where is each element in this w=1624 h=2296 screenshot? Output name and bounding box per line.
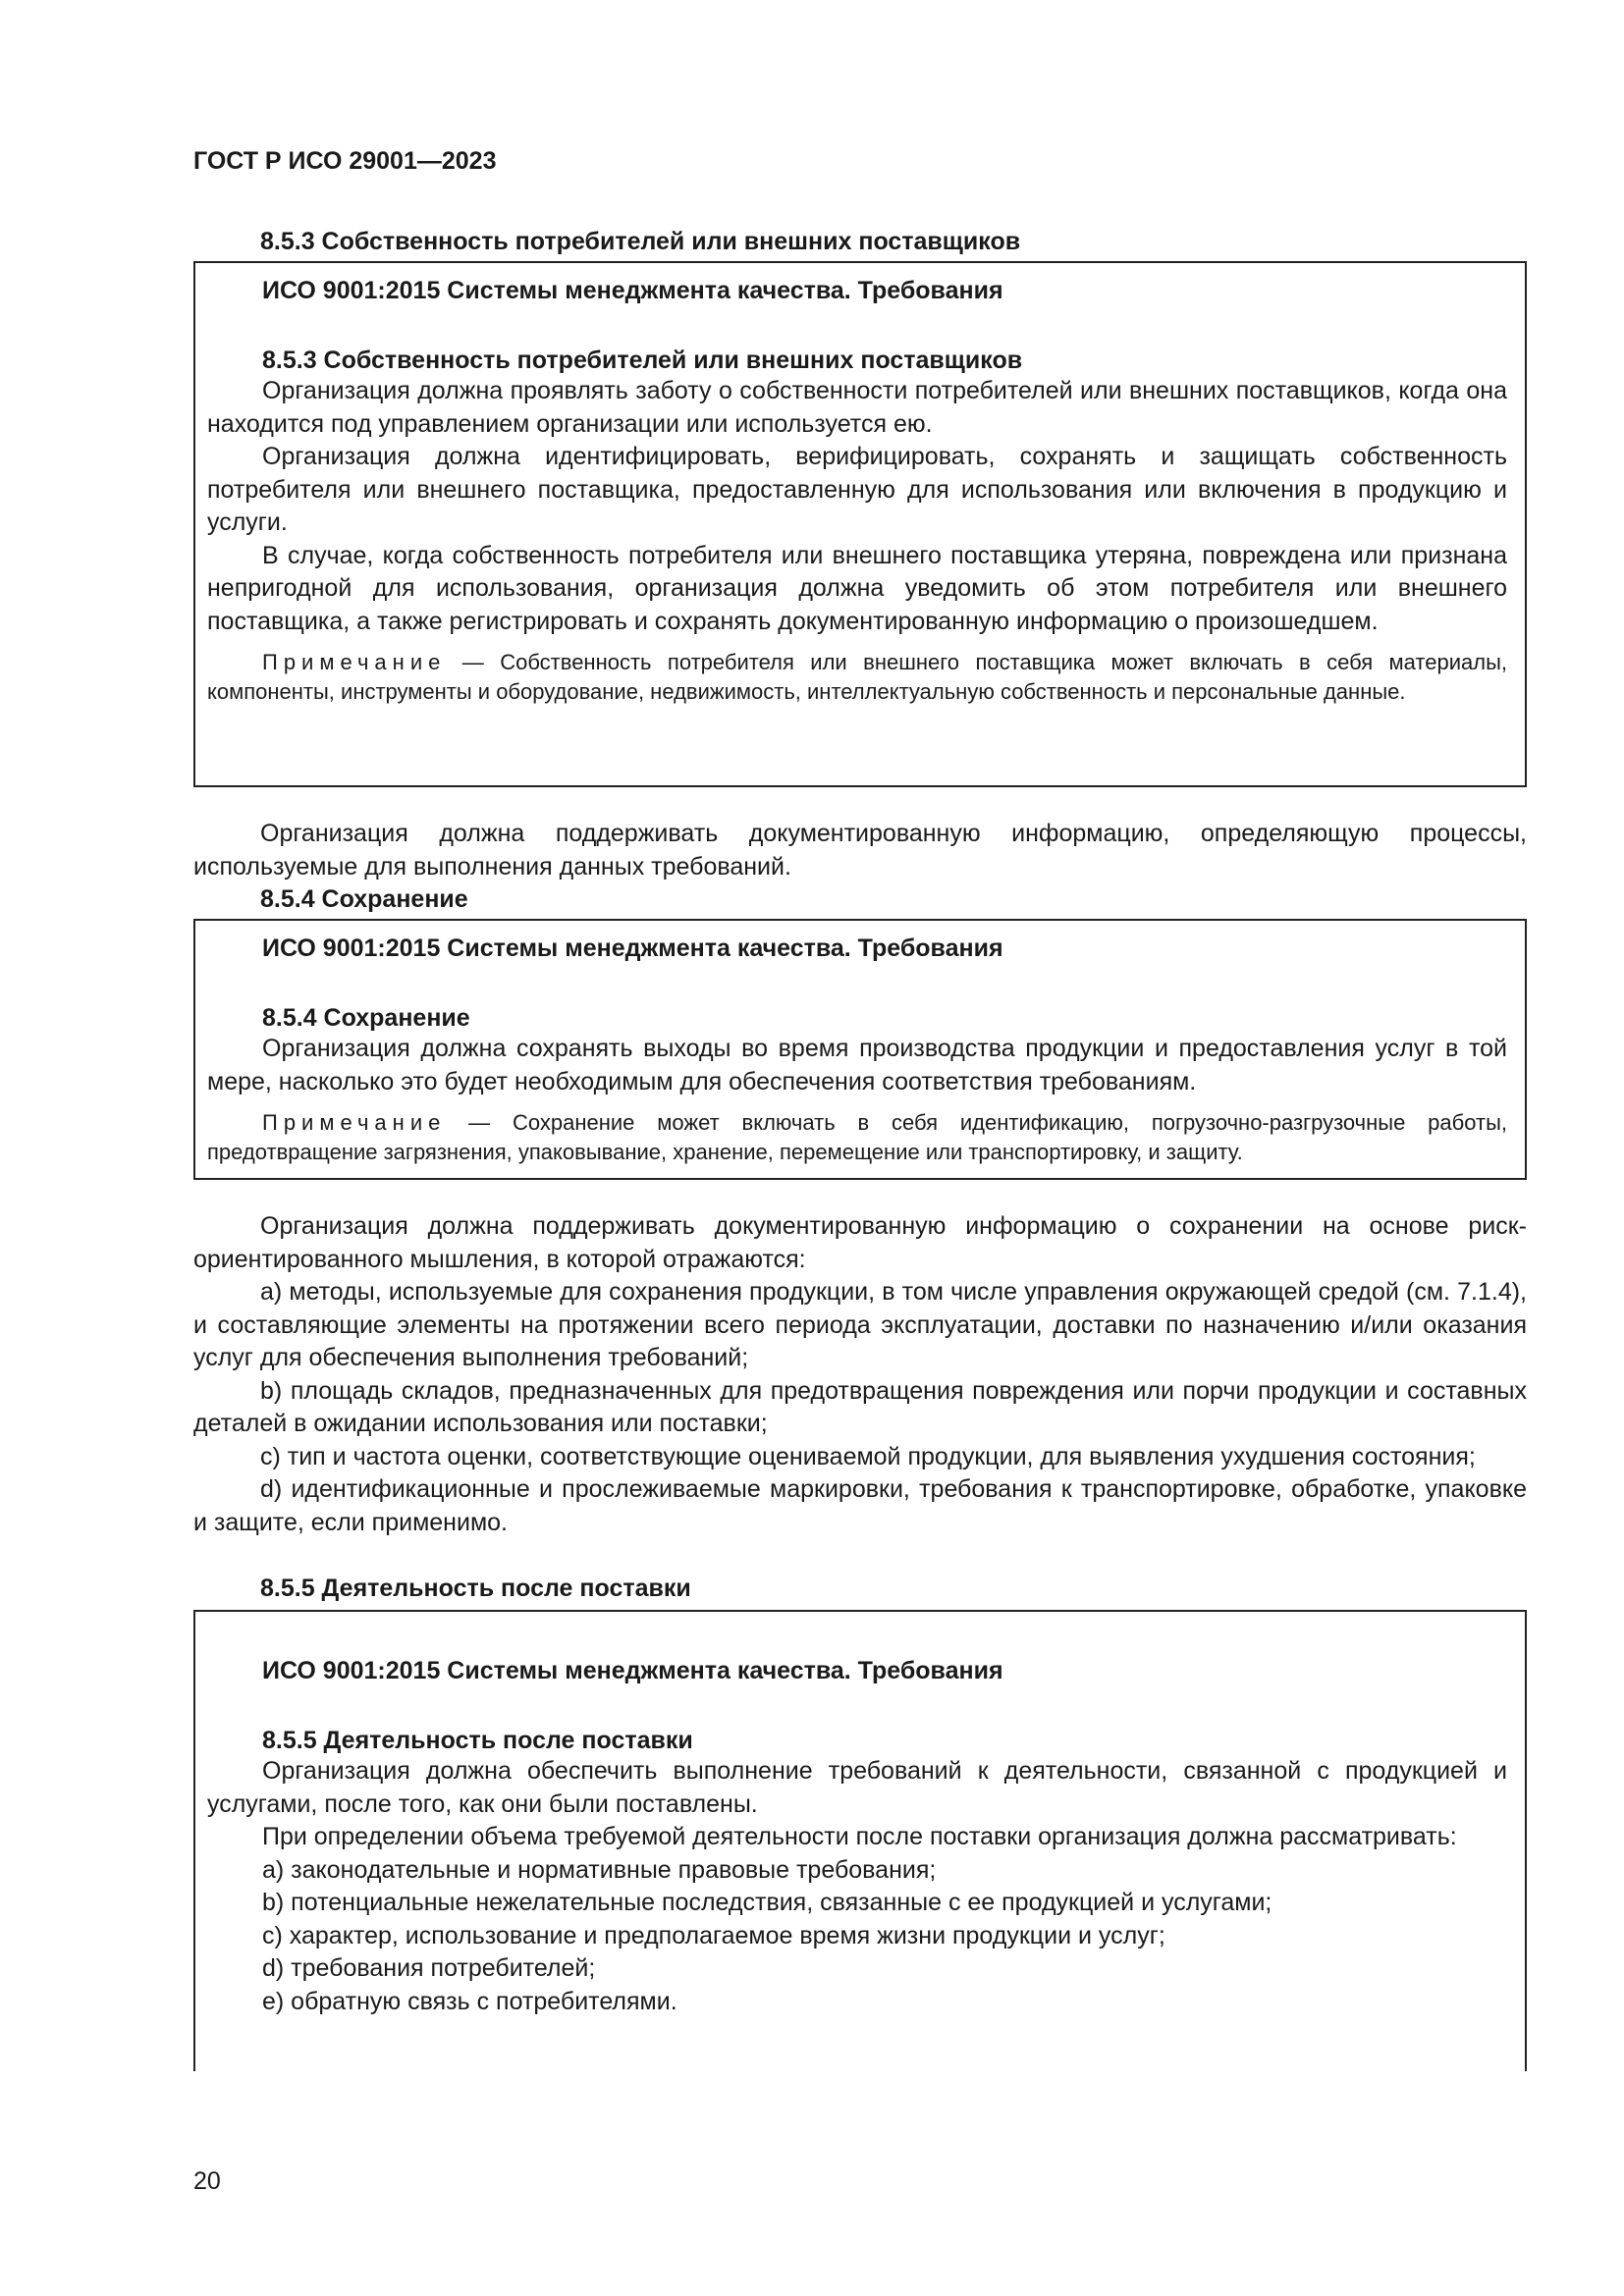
paragraph: Организация должна проявлять заботу о собственности потребителей или внешних поставщиков, когда она находится под управлением организации или используется ею. bbox=[207, 377, 1507, 438]
paragraph: В случае, когда собственность потребителя или внешнего поставщика утеряна, повреждена или признана непригодной для использования, организация должна уведомить об этом потребителя или внешнего поставщика, а также регистрировать и сохранять документированную информацию о произошедшем. bbox=[207, 541, 1507, 635]
iso-box-853 bbox=[193, 261, 1527, 787]
note-label: Примечание bbox=[262, 1110, 447, 1135]
paragraph: Организация должна идентифицировать, верифицировать, сохранять и защищать собственность потребителя или внешнего поставщика, предоставленную для использования или включения в продукцию и услуги. bbox=[207, 443, 1507, 536]
note bbox=[207, 648, 1507, 707]
box-title: ИСО 9001:2015 Системы менеджмента качества. Требования bbox=[262, 277, 1003, 304]
section-heading-853: 8.5.3 Собственность потребителей или внешних поставщиков bbox=[260, 228, 1021, 255]
list-item: b) потенциальные нежелательные последствия, связанные с ее продукцией и услугами; bbox=[262, 1889, 1272, 1916]
paragraph: Организация должна сохранять выходы во время производства продукции и предоставления услуг в той мере, насколько это будет необходимым для обеспечения соответствия требованиям. bbox=[207, 1035, 1507, 1095]
list-item: a) законодательные и нормативные правовые требования; bbox=[262, 1855, 937, 1884]
section-heading-854: 8.5.4 Сохранение bbox=[260, 885, 468, 913]
list-item: c) характер, использование и предполагаемое время жизни продукции и услуг; bbox=[262, 1921, 1165, 1949]
note-text: — Сохранение может включать в себя идентификацию, погрузочно-разгрузочные работы, предотвращение загрязнения, упаковывание, хранение, перемещение или транспортировку, и защиту. bbox=[207, 1110, 1507, 1164]
paragraph: При определении объема требуемой деятельности после поставки организация должна рассматривать: bbox=[262, 1823, 1457, 1850]
document-id: ГОСТ Р ИСО 29001—2023 bbox=[193, 147, 497, 175]
note bbox=[207, 1108, 1507, 1167]
iso-box-855 bbox=[193, 1610, 1527, 2071]
list-item: a) методы, используемые для сохранения продукции, в том числе управления окружающей средой (см. 7.1.4), и составляющие элементы на протяжении всего периода эксплуатации, доставки по назначению и/или оказания услуг для обеспечения выполнения требований; bbox=[193, 1278, 1527, 1371]
paragraph-block bbox=[193, 818, 1527, 883]
list-item: d) требования потребителей; bbox=[262, 1954, 596, 1982]
iso-box-854 bbox=[193, 919, 1527, 1180]
note-text: — Собственность потребителя или внешнего поставщика может включать в себя материалы, компоненты, инструменты и оборудование, недвижимость, интеллектуальную собственность и персональные данные. bbox=[207, 650, 1507, 704]
box-subheading: 8.5.4 Сохранение bbox=[262, 1004, 470, 1032]
list-item: d) идентификационные и прослеживаемые маркировки, требования к транспортировке, обработке, упаковке и защите, если применимо. bbox=[193, 1475, 1527, 1536]
paragraph: Организация должна обеспечить выполнение требований к деятельности, связанной с продукцией и услугами, после того, как они были поставлены. bbox=[207, 1757, 1507, 1818]
paragraph: Организация должна поддерживать документированную информацию, определяющую процессы, используемые для выполнения данных требований. bbox=[193, 820, 1527, 881]
paragraph: Организация должна поддерживать документированную информацию о сохранении на основе риск-ориентированного мышления, в которой отражаются: bbox=[193, 1212, 1527, 1273]
box-title: ИСО 9001:2015 Системы менеджмента качества. Требования bbox=[262, 934, 1003, 962]
paragraph-block bbox=[193, 1210, 1527, 1539]
page-number: 20 bbox=[193, 2167, 221, 2195]
box-subheading: 8.5.5 Деятельность после поставки bbox=[262, 1727, 693, 1754]
list-item: e) обратную связь с потребителями. bbox=[262, 1987, 677, 2015]
box-title: ИСО 9001:2015 Системы менеджмента качества. Требования bbox=[262, 1657, 1003, 1684]
section-heading-855: 8.5.5 Деятельность после поставки bbox=[260, 1575, 691, 1602]
list-item: c) тип и частота оценки, соответствующие оцениваемой продукции, для выявления ухудшения состояния; bbox=[260, 1442, 1476, 1470]
box-subheading: 8.5.3 Собственность потребителей или внешних поставщиков bbox=[262, 347, 1023, 374]
note-label: Примечание bbox=[262, 650, 447, 674]
list-item: b) площадь складов, предназначенных для предотвращения повреждения или порчи продукции и составных деталей в ожидании использования или поставки; bbox=[193, 1376, 1527, 1437]
